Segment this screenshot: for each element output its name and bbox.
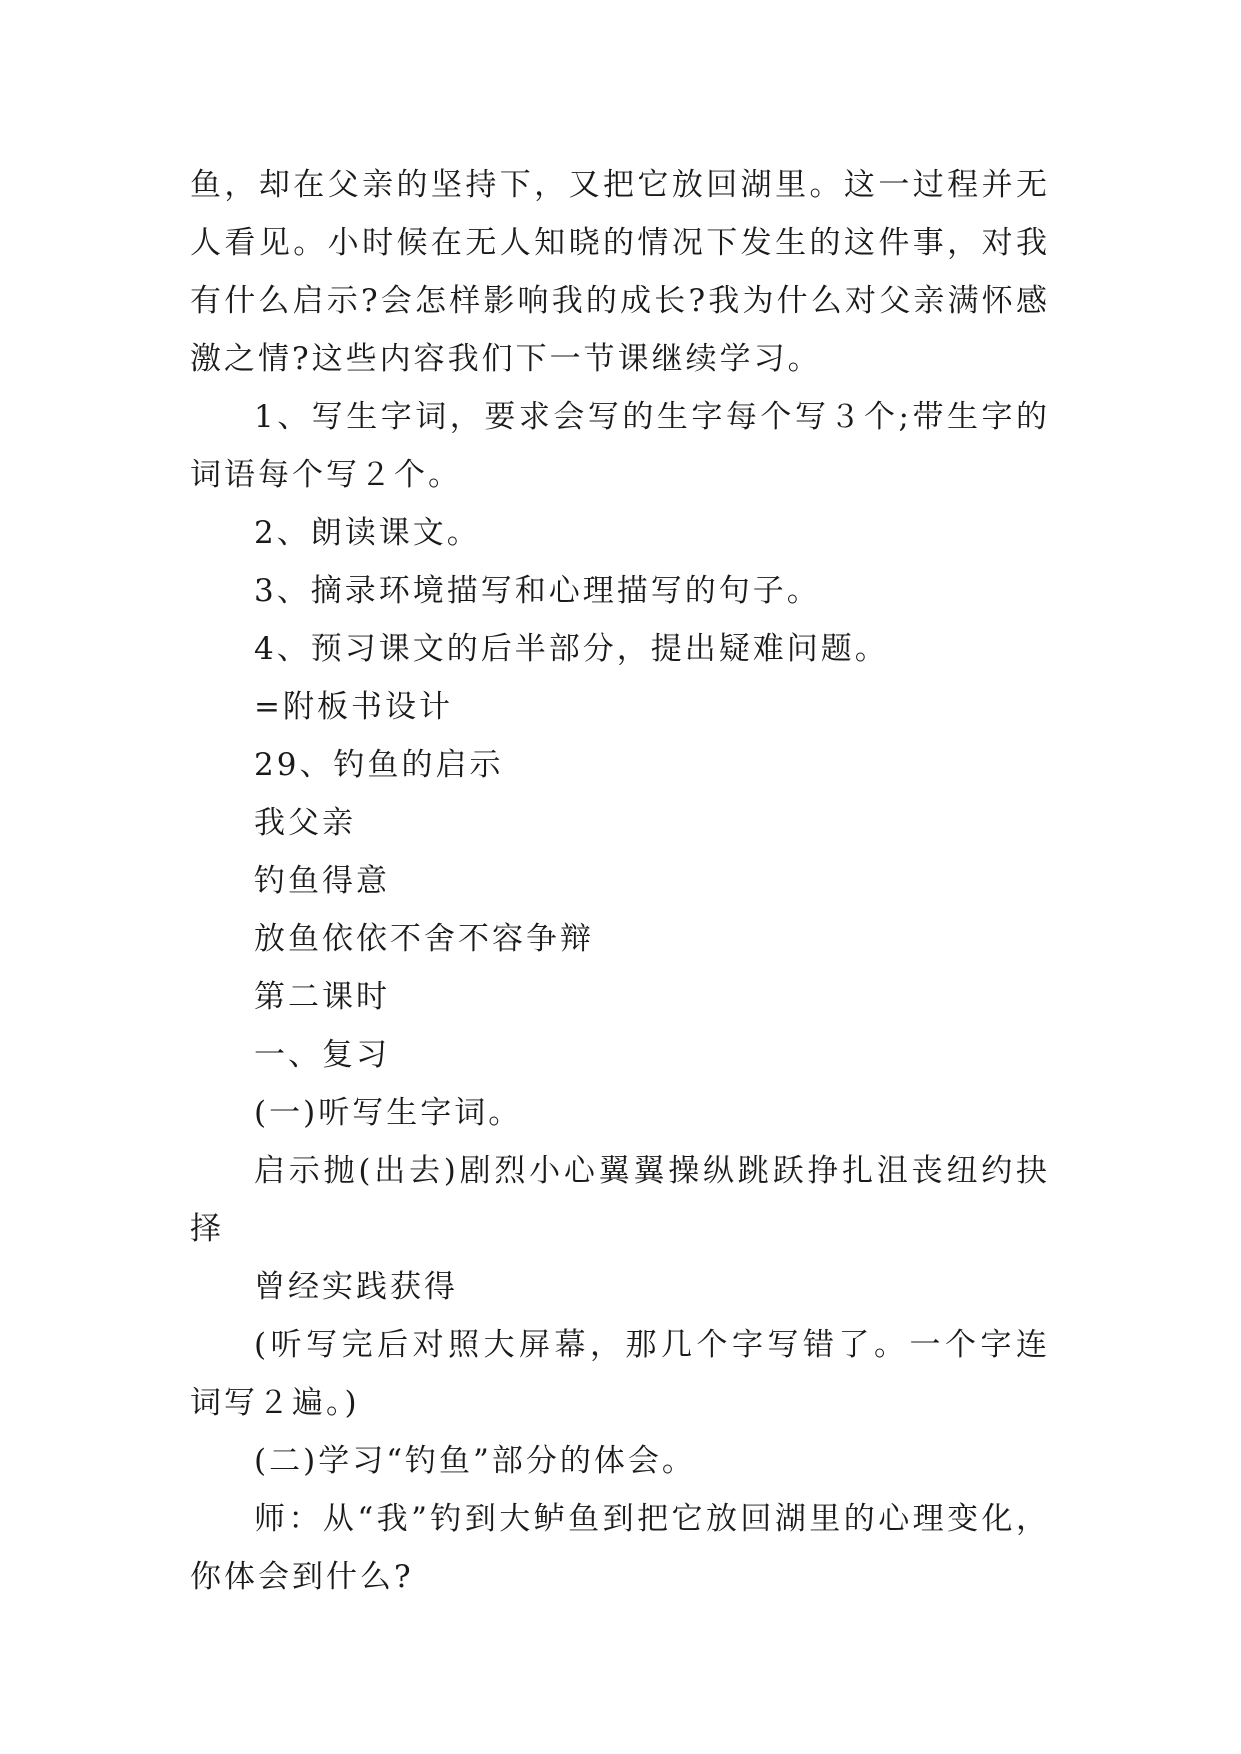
vocabulary-list: 曾经实践获得 [254,1269,458,1305]
subsection-heading: (一)听写生字词。 [254,1095,523,1131]
homework-item-4: 4、预习课文的后半部分，提出疑难问题。 [254,631,889,667]
board-line: 我父亲 [254,805,356,841]
vocabulary-list: 启示抛(出去)剧烈小心翼翼操纵跳跃挣扎沮丧纽约抉择 [190,1153,1050,1247]
document-body [190,156,1050,1606]
homework-item-2: 2、朗读课文。 [254,515,481,551]
homework-item-3: 3、摘录环境描写和心理描写的句子。 [254,573,821,609]
homework-item-1: 1、写生字词，要求会写的生字每个写３个;带生字的词语每个写２个。 [190,399,1050,493]
subsection-heading: (二)学习“钓鱼”部分的体会。 [254,1443,696,1479]
board-line: 钓鱼得意 [254,863,390,899]
section-heading: 一、复习 [254,1037,390,1073]
board-line: 放鱼依依不舍不容争辩 [254,921,594,957]
lesson-title: 29、钓鱼的启示 [254,747,504,783]
paragraph: (听写完后对照大屏幕，那几个字写错了。一个字连词写２遍。) [190,1327,1050,1421]
section-heading: 第二课时 [254,979,390,1015]
board-design-heading: =附板书设计 [254,689,453,725]
paragraph: 鱼，却在父亲的坚持下，又把它放回湖里。这一过程并无人看见。小时候在无人知晓的情况下发生的这件事，对我有什么启示?会怎样影响我的成长?我为什么对父亲满怀感激之情?这些内容我们下一节课继续学习。 [190,167,1050,377]
paragraph: 师：从“我”钓到大鲈鱼到把它放回湖里的心理变化，你体会到什么? [190,1501,1050,1595]
